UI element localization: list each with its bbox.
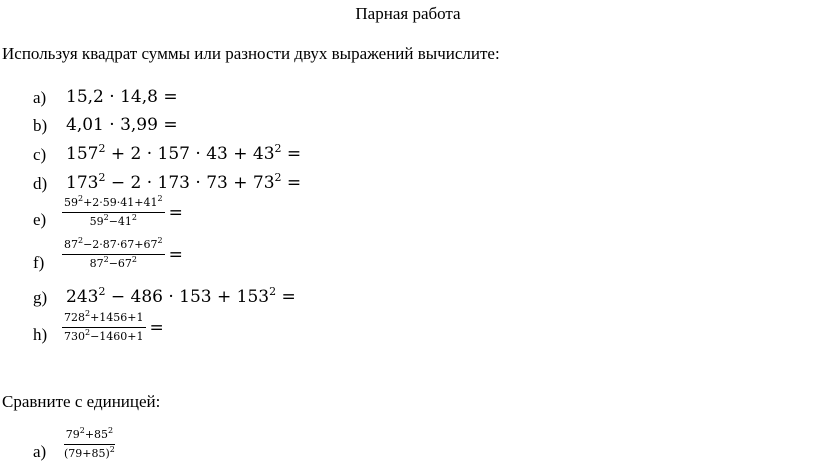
- item-expr-c: $157^2 + 2 \cdot 157 \cdot 43 + 43^2$ =: [66, 142, 302, 164]
- item-label-c: c): [33, 145, 47, 164]
- equals-sign: =: [168, 202, 183, 223]
- fraction: $\frac{87^2-2\cdot 87\cdot 67+67^2}{87^2-67^2}$: [64, 236, 163, 270]
- item-label-e: e): [33, 210, 47, 229]
- item-label-a: a): [33, 88, 47, 107]
- item-label-f: f): [33, 253, 45, 272]
- compare-item-label-a: a): [33, 442, 47, 461]
- item-label-g: g): [33, 288, 48, 307]
- item-expr-g: $243^2 - 486 \cdot 153 + 153^2$ =: [66, 285, 296, 307]
- equals-sign: =: [149, 317, 164, 338]
- compare-item-expr-a: [62, 428, 117, 461]
- item-label-d: d): [33, 174, 48, 193]
- instruction-text: Используя квадрат суммы или разности двух выражений вычислите:: [2, 44, 500, 63]
- item-expr-b: 4,01 · 3,99 =: [66, 115, 178, 135]
- fraction: $\frac{59^2+2\cdot 59\cdot 41+41^2}{59^2-41^2}$: [64, 194, 163, 228]
- item-expr-f: [62, 238, 183, 271]
- item-label-h: h): [33, 325, 48, 344]
- item-expr-h: [62, 311, 164, 344]
- item-expr-d: $173^2 - 2 \cdot 173 \cdot 73 + 73^2$ =: [66, 171, 302, 193]
- page-title: Парная работа: [355, 4, 461, 23]
- fraction: $\frac{79^2+85^2}{(79+85)^2}$: [64, 426, 115, 460]
- section-heading-compare: Сравните с единицей:: [2, 392, 161, 411]
- equals-sign: =: [168, 244, 183, 265]
- item-label-b: b): [33, 116, 48, 135]
- fraction: $\frac{728^2+1456+1}{730^2-1460+1}$: [64, 309, 144, 343]
- item-expr-e: [62, 196, 183, 229]
- item-expr-a: 15,2 · 14,8 =: [66, 87, 178, 107]
